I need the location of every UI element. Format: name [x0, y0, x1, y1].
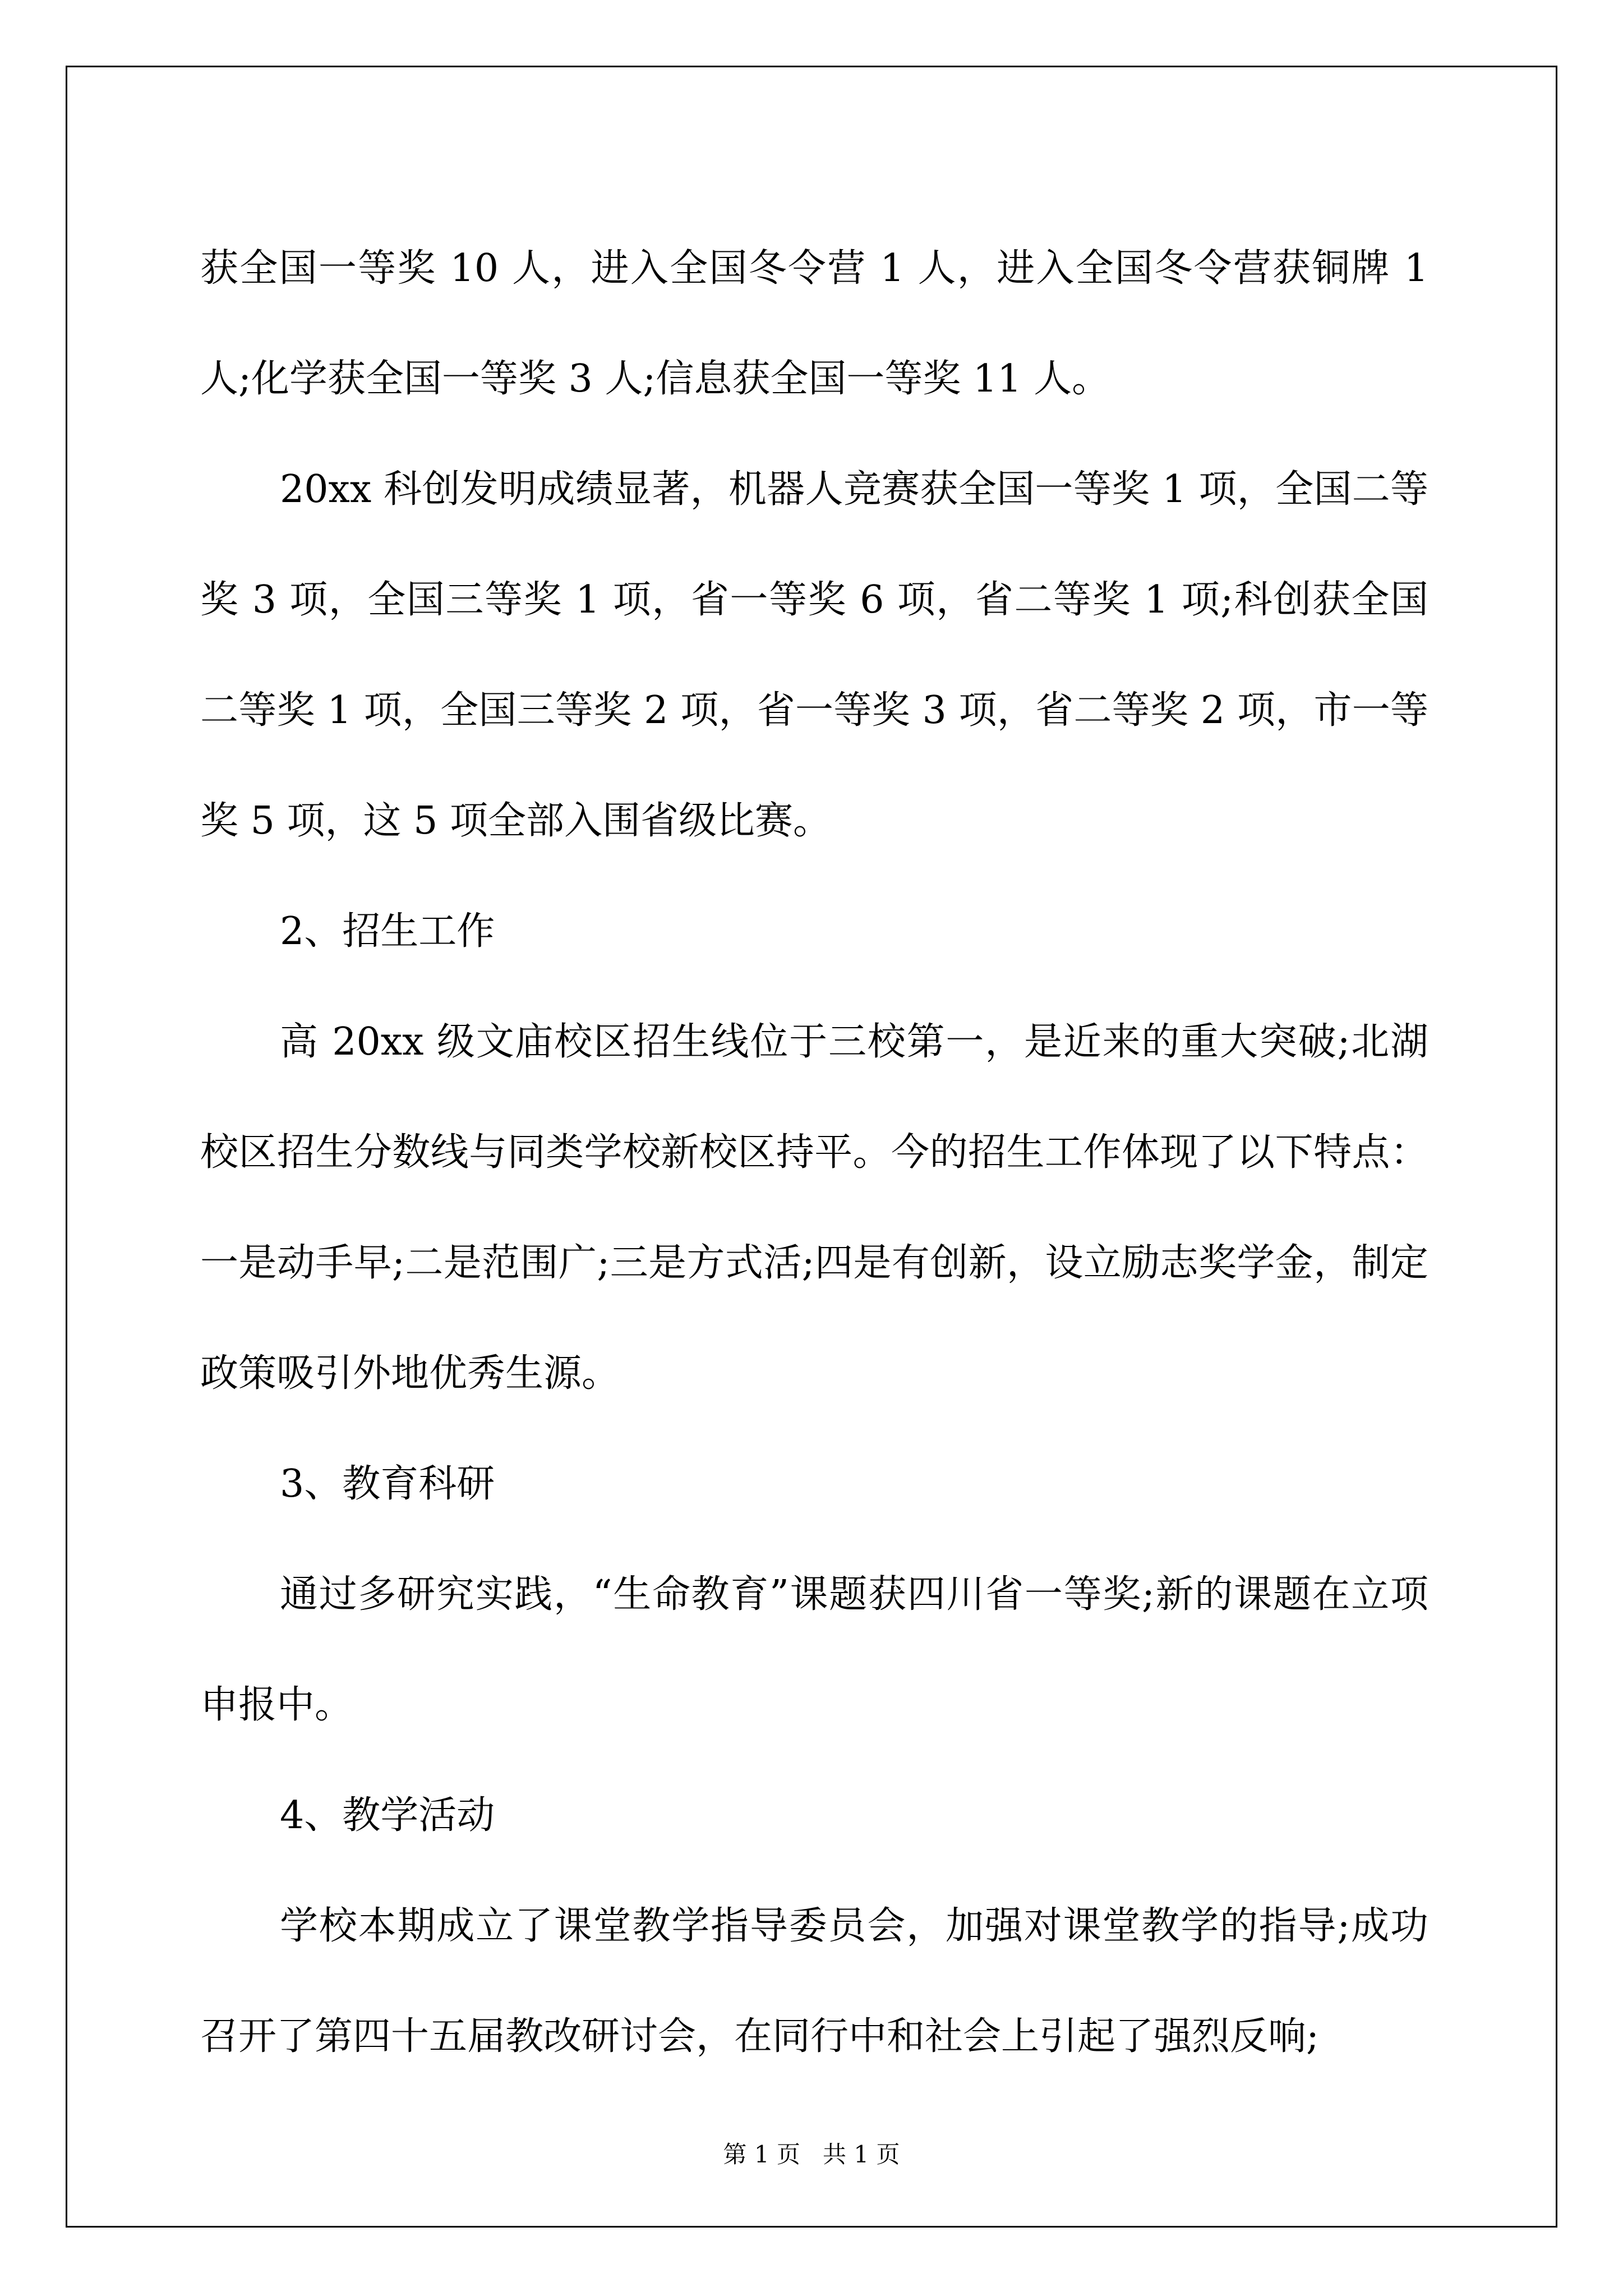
section-heading-4: 4、教学活动 [280, 1793, 495, 1838]
page-number: 第 1 页 [723, 2141, 800, 2168]
paragraph-1: 获全国一等奖 10 人，进入全国冬令营 1 人，进入全国冬令营获铜牌 1 人;化学获全国一等奖 3 人;信息获全国一等奖 11 人。 [200, 246, 1428, 401]
section-heading-2: 2、招生工作 [280, 909, 495, 954]
paragraph-5: 学校本期成立了课堂教学指导委员会，加强对课堂教学的指导;成功召开了第四十五届教改研讨会，在同行中和社会上引起了强烈反响; [200, 1904, 1428, 2059]
paragraph-2: 20xx 科创发明成绩显著，机器人竞赛获全国一等奖 1 项，全国二等奖 3 项，全国三等奖 1 项，省一等奖 6 项，省二等奖 1 项;科创获全国二等奖 1 项，全国三等奖 2 项，省一等奖 3 项，省二等奖 2 项，市一等奖 5 项，这 5 项全部入围省级比赛。 [200, 467, 1428, 843]
page-footer [0, 2136, 1623, 2170]
paragraph-4: 通过多研究实践，“生命教育”课题获四川省一等奖;新的课题在立项申报中。 [200, 1572, 1428, 1727]
section-heading-3: 3、教育科研 [280, 1462, 495, 1506]
document-body [200, 213, 1428, 2092]
paragraph-3: 高 20xx 级文庙校区招生线位于三校第一，是近来的重大突破;北湖校区招生分数线与同类学校新校区持平。今的招生工作体现了以下特点：一是动手早;二是范围广;三是方式活;四是有创新，设立励志奖学金，制定政策吸引外地优秀生源。 [200, 1020, 1428, 1396]
page-total: 共 1 页 [823, 2141, 900, 2168]
